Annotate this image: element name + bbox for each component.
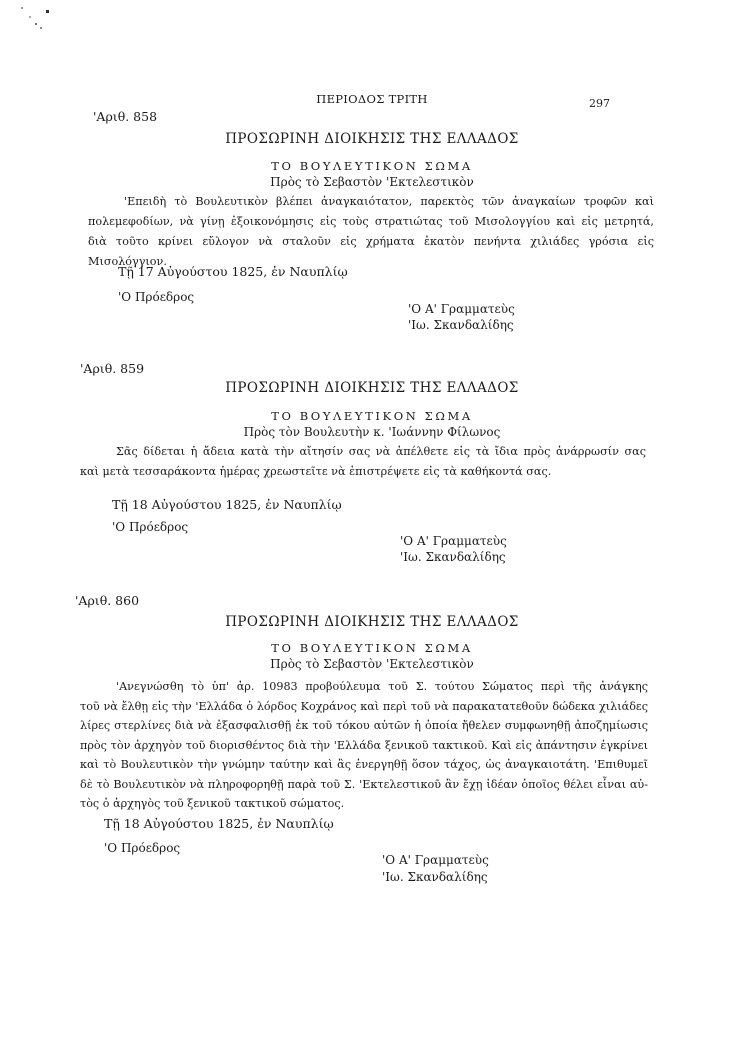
president-signature: 'Ο Πρόεδρος <box>118 290 195 304</box>
document-number: 'Αριθ. 859 <box>80 361 145 376</box>
document-text <box>80 442 646 482</box>
document-date: Τῇ 17 Αὐγούστου 1825, ἐν Ναυπλίῳ <box>118 264 348 279</box>
secretary-name: 'Ιω. Σκανδαλίδης <box>408 318 514 332</box>
secretary-title: 'Ο Α' Γραμματεὺς <box>408 302 515 316</box>
text-line: καὶ μετὰ τεσσαράκοντα ἡμέρας χρεωστεῖτε νὰ ἐπιστρέψετε εἰς τὰ καθήκοντά σας. <box>80 465 552 478</box>
document-heading: ΠΡΟΣΩΡΙΝΗ ΔΙΟΙΚΗΣΙΣ ΤΗΣ ΕΛΛΑΔΟΣ <box>225 614 519 630</box>
president-signature: 'Ο Πρόεδρος <box>112 520 189 534</box>
text-line: δὲ τὸ Βουλευτικὸν νὰ πληροφορηθῇ παρὰ τοῦ Σ. 'Εκτελεστικοῦ ἂν ἔχῃ ἰδέαν ὁποῖος θέλει εἶναι αὐ- <box>80 777 648 791</box>
text-line: διὰ τοῦτο κρίνει εὔλογον νὰ σταλοῦν εἰς χρήματα ἑκατὸν πενήντα χιλιάδες γρόσια εἰς Μισολόγγιον. <box>88 235 654 268</box>
addressee: Πρὸς τὸν Βουλευτὴν κ. 'Ιωάννην Φίλωνος <box>243 425 501 439</box>
secretary-title: 'Ο Α' Γραμματεὺς <box>400 534 507 548</box>
document-date: Τῇ 18 Αὐγούστου 1825, ἐν Ναυπλίῳ <box>104 816 334 831</box>
text-line: 'Επειδὴ τὸ Βουλευτικὸν βλέπει ἀναγκαιότατον, παρεκτὸς τῶν ἀναγκαίων τροφῶν καὶ <box>124 195 654 208</box>
text-line: καὶ τὸ Βουλευτικὸν τὴν γνώμην ταύτην καὶ ἂς ἐνεργηθῇ ὅσον τάχος, ὡς ἀναγκαιοτάτη. 'Επιθυμεῖ <box>80 758 648 771</box>
document-heading: ΠΡΟΣΩΡΙΝΗ ΔΙΟΙΚΗΣΙΣ ΤΗΣ ΕΛΛΑΔΟΣ <box>225 131 519 147</box>
document-date: Τῇ 18 Αὐγούστου 1825, ἐν Ναυπλίῳ <box>112 497 342 512</box>
issuing-body: ΤΟ ΒΟΥΛΕΥΤΙΚΟΝ ΣΩΜΑ <box>271 641 473 655</box>
addressee: Πρὸς τὸ Σεβαστὸν 'Εκτελεστικὸν <box>270 657 474 671</box>
issuing-body: ΤΟ ΒΟΥΛΕΥΤΙΚΟΝ ΣΩΜΑ <box>271 409 473 423</box>
document-text <box>88 192 654 272</box>
secretary-name: 'Ιω. Σκανδαλίδης <box>400 550 506 564</box>
document-number: 'Αριθ. 860 <box>75 593 140 608</box>
text-line: τοῦ νὰ ἔλθῃ εἰς τὴν 'Ελλάδα ὁ λόρδος Κοχράνος καὶ περὶ τοῦ νὰ παρακατατεθοῦν δώδεκα χιλιάδες <box>80 699 648 713</box>
document-text <box>80 677 648 814</box>
secretary-title: 'Ο Α' Γραμματεὺς <box>382 853 489 867</box>
document-heading: ΠΡΟΣΩΡΙΝΗ ΔΙΟΙΚΗΣΙΣ ΤΗΣ ΕΛΛΑΔΟΣ <box>225 380 519 396</box>
president-signature: 'Ο Πρόεδρος <box>104 841 181 855</box>
text-line: πολεμεφοδίων, νὰ γίνῃ ἐξοικονόμησις εἰς τοὺς στρατιώτας τοῦ Μισολογγίου καὶ εἰς μετρητά, <box>88 215 654 228</box>
document-number: 'Αριθ. 858 <box>93 109 158 124</box>
scan-specks <box>18 6 58 32</box>
issuing-body: ΤΟ ΒΟΥΛΕΥΤΙΚΟΝ ΣΩΜΑ <box>271 159 473 173</box>
text-line: 'Ανεγνώσθη τὸ ὑπ' ἀρ. 10983 προβούλευμα τοῦ Σ. τούτου Σώματος περὶ τῆς ἀνάγκης <box>116 680 648 693</box>
addressee: Πρὸς τὸ Σεβαστὸν 'Εκτελεστικὸν <box>270 175 474 189</box>
running-head: ΠΕΡΙΟΔΟΣ ΤΡΙΤΗ <box>316 92 428 106</box>
text-line: πρὸς τὸν ἀρχηγὸν τοῦ διορισθέντος διὰ τὴν 'Ελλάδα ξενικοῦ τακτικοῦ. Καὶ εἰς ἀπάντησιν ἐγκρίνει <box>80 738 648 752</box>
text-line: Σᾶς δίδεται ἡ ἄδεια κατὰ τὴν αἴτησίν σας νὰ ἀπέλθετε εἰς τὰ ἴδια πρὸς ἀνάρρωσίν σας <box>116 445 646 458</box>
secretary-name: 'Ιω. Σκανδαλίδης <box>382 870 488 884</box>
text-line: λίρες στερλίνες διὰ νὰ ἐξασφαλισθῇ ἐκ τοῦ τόκου αὐτῶν ἡ ὁποία ἤθελεν συμφωνηθῇ ἀποζημίωσις <box>80 719 648 732</box>
text-line: τὸς ὁ ἀρχηγὸς τοῦ ξενικοῦ τακτικοῦ σώματος. <box>80 797 345 810</box>
page-number: 297 <box>589 97 610 110</box>
